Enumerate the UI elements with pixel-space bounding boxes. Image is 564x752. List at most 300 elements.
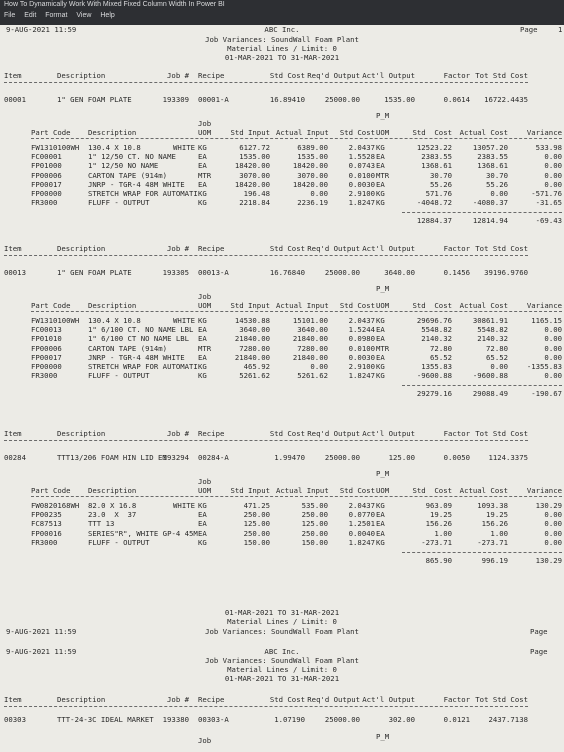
page2-page-label: Page xyxy=(530,627,548,636)
cell-part: FC87513 xyxy=(31,519,62,529)
section-3-header-tot-std-cost: Tot Std Cost xyxy=(475,429,528,438)
cell-uom2: KG xyxy=(376,362,385,371)
cell-actual-input: 18420.00 xyxy=(292,161,328,171)
menu-view[interactable]: View xyxy=(76,12,92,19)
section-2-job-label: Job xyxy=(198,292,212,301)
page3-header-act-output: Act'l Output xyxy=(362,695,415,704)
section-3-col-std-input: Std Input xyxy=(230,486,270,495)
cell-uom: EA xyxy=(198,510,207,520)
cell-std-input: 250.00 xyxy=(243,528,270,538)
cell-std-total: -4048.72 xyxy=(416,198,452,208)
cell-variance: 0.00 xyxy=(544,334,562,344)
cell-desc: STRETCH WRAP FOR AUTOMATI xyxy=(88,362,198,371)
section-2-header-factor: Factor xyxy=(443,244,470,253)
cell-std-total: 2383.55 xyxy=(421,152,452,162)
page2-title: Job Variances: SoundWall Foam Plant xyxy=(205,627,359,636)
page3-title: Job Variances: SoundWall Foam Plant xyxy=(205,656,359,665)
section-2-header-tot-std-cost: Tot Std Cost xyxy=(475,244,528,253)
cell-uom: KG xyxy=(198,198,207,208)
page3-header-req-output: Req'd Output xyxy=(307,695,360,704)
cell-uom: KG xyxy=(198,143,207,152)
cell-variance: 0.00 xyxy=(544,528,562,538)
cell-std-total: 65.52 xyxy=(430,352,452,362)
cell-actual-cost: 55.26 xyxy=(486,179,508,189)
cell-desc: CARTON TAPE (914m) xyxy=(88,170,168,180)
cell-actual-input: 250.00 xyxy=(301,528,328,538)
section-1-header-rule xyxy=(4,82,528,83)
section-3-detail-rule xyxy=(31,496,562,497)
cell-uom2: EA xyxy=(376,325,385,335)
cell-std-total: 156.26 xyxy=(425,519,452,529)
cell-std-cost: 0.0030 xyxy=(348,352,375,362)
section-1-detail-rule xyxy=(31,138,562,139)
cell-uom: EA xyxy=(198,325,207,335)
cell-uom: EA xyxy=(198,334,207,344)
cell-std-cost: 2.9100 xyxy=(348,189,375,198)
section-2-header-description: Description xyxy=(57,244,106,253)
page3-company: ABC Inc. xyxy=(264,647,300,656)
page3-header-factor: Factor xyxy=(443,695,470,704)
section-3-total-std-total: 865.90 xyxy=(425,556,452,565)
section-2-header-item: Item xyxy=(4,244,22,253)
cell-std-input: 250.00 xyxy=(243,510,270,520)
cell-std-input: 14530.88 xyxy=(234,316,270,325)
cell-actual-cost: 13057.20 xyxy=(472,143,508,152)
cell-std-total: 72.80 xyxy=(430,343,452,353)
page-label: Page xyxy=(520,25,538,34)
section-3-col-part-code: Part Code xyxy=(31,486,71,495)
cell-std-cost: 2.0437 xyxy=(348,501,375,510)
section-2-col-actual-input: Actual Input xyxy=(276,301,329,310)
section-3-header-req-output: Req'd Output xyxy=(307,429,360,438)
page3-pm-label: P_M xyxy=(376,732,390,741)
section-2-pm-label: P_M xyxy=(376,284,390,293)
cell-part: FW1310100WH xyxy=(31,316,80,325)
cell-uom2: EA xyxy=(376,510,385,520)
cell-desc: 1" 6/100 CT NO NAME LBL xyxy=(88,334,190,344)
cell-std-cost: 1.5244 xyxy=(348,325,375,335)
section-1-col-description: Description xyxy=(88,128,137,137)
cell-uom: EA xyxy=(198,161,207,171)
cell-std-cost: 0.0030 xyxy=(348,179,375,189)
section-2-col-description: Description xyxy=(88,301,137,310)
section-1-item-item: 00001 xyxy=(4,95,26,104)
section-1-item-tot-std-cost: 16722.4435 xyxy=(484,95,528,104)
cell-desc: 23.0 X 37 xyxy=(88,510,137,520)
section-1-total-std-total: 12884.37 xyxy=(416,216,452,226)
section-1-item-description: 1" GEN FOAM PLATE xyxy=(57,95,132,104)
section-2-total-actual-cost: 29088.49 xyxy=(472,389,508,399)
cell-actual-cost: -4080.37 xyxy=(472,198,508,208)
cell-std-input: 21840.00 xyxy=(234,334,270,344)
cell-variance: 0.00 xyxy=(544,371,562,381)
cell-std-total: 1.00 xyxy=(434,528,452,538)
section-2-header-job: Job # xyxy=(167,244,189,253)
cell-std-input: 471.25 xyxy=(243,501,270,510)
section-3-header-act-output: Act'l Output xyxy=(362,429,415,438)
section-3-header-rule xyxy=(4,440,528,441)
cell-uom: EA xyxy=(198,152,207,162)
section-1-col-actual-cost: Actual Cost xyxy=(459,128,508,137)
cell-actual-input: 15101.00 xyxy=(292,316,328,325)
section-1-item-std-cost: 16.89410 xyxy=(269,95,305,104)
window-title: How To Dynamically Work With Mixed Fixed Column Width In Power BI xyxy=(4,1,225,8)
cell-part: FP01000 xyxy=(31,161,62,171)
cell-std-total: -273.71 xyxy=(421,537,452,547)
cell-std-cost: 0.0980 xyxy=(348,334,375,344)
section-1-col-uom2: UOM xyxy=(376,128,390,137)
cell-std-total: 571.76 xyxy=(425,189,452,198)
cell-std-cost: 1.8247 xyxy=(348,198,375,208)
section-2-col-std-cost: Std Cost xyxy=(339,301,375,310)
cell-variance: 0.00 xyxy=(544,179,562,189)
section-2-total-std-total: 29279.16 xyxy=(416,389,452,399)
section-3-item-req-output: 25000.00 xyxy=(324,453,360,462)
section-1-col-std-cost: Std Cost xyxy=(339,128,375,137)
cell-uom: EA xyxy=(198,519,207,529)
page3-subtitle: Material Lines / Limit: 0 xyxy=(227,665,337,674)
cell-actual-cost: 1.00 xyxy=(490,528,508,538)
report-date: 9-AUG-2021 11:59 xyxy=(6,25,77,34)
section-1-col-variance: Variance xyxy=(526,128,562,137)
section-2-detail-rule xyxy=(31,311,562,312)
cell-actual-cost: 30861.91 xyxy=(472,316,508,325)
section-2-header-act-output: Act'l Output xyxy=(362,244,415,253)
cell-actual-input: 1535.00 xyxy=(297,152,328,162)
cell-part: FP00006 xyxy=(31,343,62,353)
section-2-item-job: 193305 xyxy=(162,268,189,277)
section-2-item-factor: 0.1456 xyxy=(443,268,470,277)
cell-std-input: 196.48 xyxy=(243,189,270,198)
cell-std-input: 3640.00 xyxy=(239,325,270,335)
section-3-header-job: Job # xyxy=(167,429,189,438)
cell-std-cost: 0.0100 xyxy=(348,170,375,180)
cell-std-cost: 0.0040 xyxy=(348,528,375,538)
cell-std-cost: 2.0437 xyxy=(348,316,375,325)
cell-std-total: 5548.82 xyxy=(421,325,452,335)
cell-std-total: 963.09 xyxy=(425,501,452,510)
cell-actual-cost: 5548.82 xyxy=(477,325,508,335)
cell-std-cost: 0.0743 xyxy=(348,161,375,171)
report-text-area[interactable] xyxy=(0,25,564,752)
cell-std-total: 2140.32 xyxy=(421,334,452,344)
section-3-item-item: 00284 xyxy=(4,453,26,462)
section-2-item-description: 1" GEN FOAM PLATE xyxy=(57,268,132,277)
section-1-header-req-output: Req'd Output xyxy=(307,71,360,80)
cell-std-total: 55.26 xyxy=(430,179,452,189)
cell-std-cost: 1.8247 xyxy=(348,537,375,547)
page3-item-tot-std-cost: 2437.7138 xyxy=(488,715,528,724)
section-3-col-std-cost2: Std Cost xyxy=(412,486,452,495)
section-3-header-factor: Factor xyxy=(443,429,470,438)
section-1-total-actual-cost: 12814.94 xyxy=(472,216,508,226)
cell-std-input: 18420.00 xyxy=(234,161,270,171)
cell-part: FP00235 xyxy=(31,510,62,520)
section-3-col-variance: Variance xyxy=(526,486,562,495)
cell-actual-input: 3640.00 xyxy=(297,325,328,335)
section-1-col-uom: UOM xyxy=(198,128,212,137)
cell-variance: 0.00 xyxy=(544,343,562,353)
section-1-item-act-output: 1535.00 xyxy=(384,95,415,104)
menu-format[interactable]: Format xyxy=(45,12,68,19)
cell-color: WHITE xyxy=(173,143,195,152)
cell-uom2: EA xyxy=(376,152,385,162)
cell-uom: EA xyxy=(198,179,207,189)
page3-header-job: Job # xyxy=(167,695,189,704)
cell-actual-input: 125.00 xyxy=(301,519,328,529)
cell-actual-cost: 0.00 xyxy=(490,189,508,198)
cell-uom: EA xyxy=(198,352,207,362)
cell-uom2: KG xyxy=(376,501,385,510)
cell-std-total: 1355.83 xyxy=(421,362,452,371)
section-3-header-std-cost: Std Cost xyxy=(269,429,305,438)
section-2-header-req-output: Req'd Output xyxy=(307,244,360,253)
cell-desc: FLUFF - OUTPUT xyxy=(88,198,150,208)
section-2-col-part-code: Part Code xyxy=(31,301,71,310)
cell-uom2: EA xyxy=(376,528,385,538)
cell-actual-cost: 156.26 xyxy=(481,519,508,529)
section-1-item-recipe: 00001-A xyxy=(198,95,229,104)
cell-uom2: KG xyxy=(376,189,385,198)
section-2-col-variance: Variance xyxy=(526,301,562,310)
cell-std-cost: 2.9100 xyxy=(348,362,375,371)
cell-actual-input: 21840.00 xyxy=(292,352,328,362)
page3-header-description: Description xyxy=(57,695,106,704)
cell-actual-input: 6389.00 xyxy=(297,143,328,152)
cell-desc: STRETCH WRAP FOR AUTOMATI xyxy=(88,189,198,198)
section-3-header-description: Description xyxy=(57,429,106,438)
cell-actual-cost: 2140.32 xyxy=(477,334,508,344)
section-2-header-rule xyxy=(4,255,528,256)
cell-actual-cost: 65.52 xyxy=(486,352,508,362)
cell-variance: 0.00 xyxy=(544,537,562,547)
page3-page-label: Page xyxy=(530,647,548,656)
cell-std-input: 150.00 xyxy=(243,537,270,547)
cell-std-total: 19.25 xyxy=(430,510,452,520)
cell-uom2: KG xyxy=(376,143,385,152)
section-3-item-factor: 0.0050 xyxy=(443,453,470,462)
cell-part: FC00001 xyxy=(31,152,62,162)
menu-bar xyxy=(4,12,122,19)
cell-actual-input: 2236.19 xyxy=(297,198,328,208)
cell-desc: 130.4 X 10.8 xyxy=(88,143,141,152)
cell-uom2: EA xyxy=(376,161,385,171)
cell-actual-input: 0.00 xyxy=(310,189,328,198)
section-3-pm-label: P_M xyxy=(376,469,390,478)
menu-file[interactable]: File xyxy=(4,12,16,19)
cell-std-cost: 2.0437 xyxy=(348,143,375,152)
section-3-item-recipe: 00284-A xyxy=(198,453,229,462)
section-1-header-tot-std-cost: Tot Std Cost xyxy=(475,71,528,80)
section-1-header-job: Job # xyxy=(167,71,189,80)
cell-uom: EA xyxy=(198,528,207,538)
section-1-totals-rule xyxy=(402,212,562,213)
cell-actual-input: 250.00 xyxy=(301,510,328,520)
cell-uom2: KG xyxy=(376,316,385,325)
cell-desc: JNRP - TGR-4 48M WHITE xyxy=(88,179,185,189)
page3-header-rule xyxy=(4,706,528,707)
section-3-header-recipe: Recipe xyxy=(198,429,225,438)
section-1-col-part-code: Part Code xyxy=(31,128,71,137)
page3-header-tot-std-cost: Tot Std Cost xyxy=(475,695,528,704)
cell-part: FR3000 xyxy=(31,537,58,547)
section-3-totals-rule xyxy=(402,552,562,553)
cell-std-total: 12523.22 xyxy=(416,143,452,152)
section-1-header-std-cost: Std Cost xyxy=(269,71,305,80)
cell-std-input: 465.92 xyxy=(243,362,270,371)
cell-uom: KG xyxy=(198,501,207,510)
page3-date: 9-AUG-2021 11:59 xyxy=(6,647,77,656)
section-3-col-actual-cost: Actual Cost xyxy=(459,486,508,495)
section-2-item-recipe: 00013-A xyxy=(198,268,229,277)
cell-part: FP00000 xyxy=(31,362,62,371)
cell-actual-cost: 0.00 xyxy=(490,362,508,371)
section-2-header-std-cost: Std Cost xyxy=(269,244,305,253)
section-3-total-variance: 130.29 xyxy=(535,556,562,565)
section-2-col-std-input: Std Input xyxy=(230,301,270,310)
page3-item-description: TTT-24-3C IDEAL MARKET xyxy=(57,715,154,724)
section-1-header-factor: Factor xyxy=(443,71,470,80)
section-2-totals-rule xyxy=(402,385,562,386)
cell-actual-input: 18420.00 xyxy=(292,179,328,189)
cell-actual-cost: 1368.61 xyxy=(477,161,508,171)
cell-std-input: 3070.00 xyxy=(239,170,270,180)
cell-std-total: 29696.76 xyxy=(416,316,452,325)
cell-uom: KG xyxy=(198,371,207,381)
page3-item-act-output: 302.00 xyxy=(388,715,415,724)
cell-variance: 0.00 xyxy=(544,152,562,162)
cell-uom: MTR xyxy=(198,343,212,353)
cell-std-input: 18420.00 xyxy=(234,179,270,189)
section-1-header-act-output: Act'l Output xyxy=(362,71,415,80)
report-date-range: 01-MAR-2021 TO 31-MAR-2021 xyxy=(224,53,340,62)
cell-part: FR3000 xyxy=(31,198,58,208)
cell-desc: JNRP - TGR-4 48M WHITE xyxy=(88,352,185,362)
menu-help[interactable]: Help xyxy=(100,12,115,19)
cell-part: FW1310100WH xyxy=(31,143,80,152)
section-1-item-req-output: 25000.00 xyxy=(324,95,360,104)
cell-variance: 0.00 xyxy=(544,352,562,362)
cell-part: FP01010 xyxy=(31,334,62,344)
section-1-header-item: Item xyxy=(4,71,22,80)
cell-uom2: KG xyxy=(376,371,385,381)
page3-item-factor: 0.0121 xyxy=(443,715,470,724)
cell-actual-input: 7280.00 xyxy=(297,343,328,353)
page3-header-item: Item xyxy=(4,695,22,704)
section-1-item-factor: 0.0614 xyxy=(443,95,470,104)
page-number: 1 xyxy=(558,25,563,34)
section-1-item-job: 193309 xyxy=(162,95,189,104)
cell-part: FP00000 xyxy=(31,189,62,198)
title-bar xyxy=(0,0,564,25)
cell-part: FC00013 xyxy=(31,325,62,335)
section-2-col-uom: UOM xyxy=(198,301,212,310)
section-3-col-uom: UOM xyxy=(198,486,212,495)
section-1-col-actual-input: Actual Input xyxy=(276,128,329,137)
cell-std-cost: 1.8247 xyxy=(348,371,375,381)
cell-variance: -1355.83 xyxy=(526,362,562,371)
cell-actual-cost: -9600.88 xyxy=(472,371,508,381)
cell-uom2: EA xyxy=(376,179,385,189)
cell-actual-input: 21840.00 xyxy=(292,334,328,344)
section-3-item-std-cost: 1.99470 xyxy=(274,453,305,462)
cell-variance: 0.00 xyxy=(544,161,562,171)
cell-variance: 533.98 xyxy=(535,143,562,152)
cell-actual-input: 3070.00 xyxy=(297,170,328,180)
section-2-col-actual-cost: Actual Cost xyxy=(459,301,508,310)
section-3-item-description: TTT13/206 FOAM HIN LID EM xyxy=(57,453,167,462)
section-2-item-req-output: 25000.00 xyxy=(324,268,360,277)
cell-actual-cost: 19.25 xyxy=(486,510,508,520)
cell-actual-input: 5261.62 xyxy=(297,371,328,381)
section-1-col-std-cost2: Std Cost xyxy=(412,128,452,137)
cell-actual-input: 535.00 xyxy=(301,501,328,510)
cell-actual-input: 150.00 xyxy=(301,537,328,547)
cell-std-total: 30.70 xyxy=(430,170,452,180)
cell-actual-cost: -273.71 xyxy=(477,537,508,547)
cell-uom: KG xyxy=(198,362,207,371)
cell-variance: 0.00 xyxy=(544,510,562,520)
section-2-item-std-cost: 16.76840 xyxy=(269,268,305,277)
report-title: Job Variances: SoundWall Foam Plant xyxy=(205,35,359,44)
page2-date-range: 01-MAR-2021 TO 31-MAR-2021 xyxy=(224,608,340,617)
cell-color: WHITE xyxy=(173,501,195,510)
company-name: ABC Inc. xyxy=(264,25,300,34)
cell-desc: FLUFF - OUTPUT xyxy=(88,371,150,381)
cell-std-input: 2218.84 xyxy=(239,198,270,208)
cell-part: FP00016 xyxy=(31,528,62,538)
page3-item-job: 193380 xyxy=(162,715,189,724)
cell-variance: -31.65 xyxy=(535,198,562,208)
cell-std-cost: 1.5528 xyxy=(348,152,375,162)
cell-std-cost: 1.2501 xyxy=(348,519,375,529)
cell-uom2: MTR xyxy=(376,343,390,353)
cell-std-input: 21840.00 xyxy=(234,352,270,362)
section-1-total-variance: -69.43 xyxy=(535,216,562,226)
cell-variance: 0.00 xyxy=(544,325,562,335)
cell-std-total: 1368.61 xyxy=(421,161,452,171)
cell-desc: 1" 6/100 CT. NO NAME LBL xyxy=(88,325,194,335)
cell-actual-cost: 1093.38 xyxy=(477,501,508,510)
report-subtitle: Material Lines / Limit: 0 xyxy=(227,44,337,53)
cell-desc: CARTON TAPE (914m) xyxy=(88,343,168,353)
section-3-job-label: Job xyxy=(198,477,212,486)
cell-part: FP00017 xyxy=(31,352,62,362)
cell-desc: TTT 13 xyxy=(88,519,115,529)
cell-variance: 130.29 xyxy=(535,501,562,510)
cell-part: FW0820168WH xyxy=(31,501,80,510)
section-1-header-recipe: Recipe xyxy=(198,71,225,80)
section-2-header-recipe: Recipe xyxy=(198,244,225,253)
cell-actual-cost: 2383.55 xyxy=(477,152,508,162)
cell-uom2: EA xyxy=(376,519,385,529)
section-1-col-std-input: Std Input xyxy=(230,128,270,137)
cell-std-input: 1535.00 xyxy=(239,152,270,162)
section-3-col-actual-input: Actual Input xyxy=(276,486,329,495)
page3-item-item: 00303 xyxy=(4,715,26,724)
cell-actual-cost: 30.70 xyxy=(486,170,508,180)
cell-std-input: 7280.00 xyxy=(239,343,270,353)
cell-desc: 82.0 X 16.8 xyxy=(88,501,137,510)
section-3-col-uom2: UOM xyxy=(376,486,390,495)
section-2-total-variance: -190.67 xyxy=(531,389,562,399)
menu-edit[interactable]: Edit xyxy=(24,12,37,19)
cell-uom2: EA xyxy=(376,334,385,344)
cell-desc: SERIES"R", WHITE GP-4 45M xyxy=(88,528,198,538)
page2-date: 9-AUG-2021 11:59 xyxy=(6,627,77,636)
page2-subtitle: Material Lines / Limit: 0 xyxy=(227,617,337,626)
cell-desc: 1" 12/50 NO NAME xyxy=(88,161,159,171)
